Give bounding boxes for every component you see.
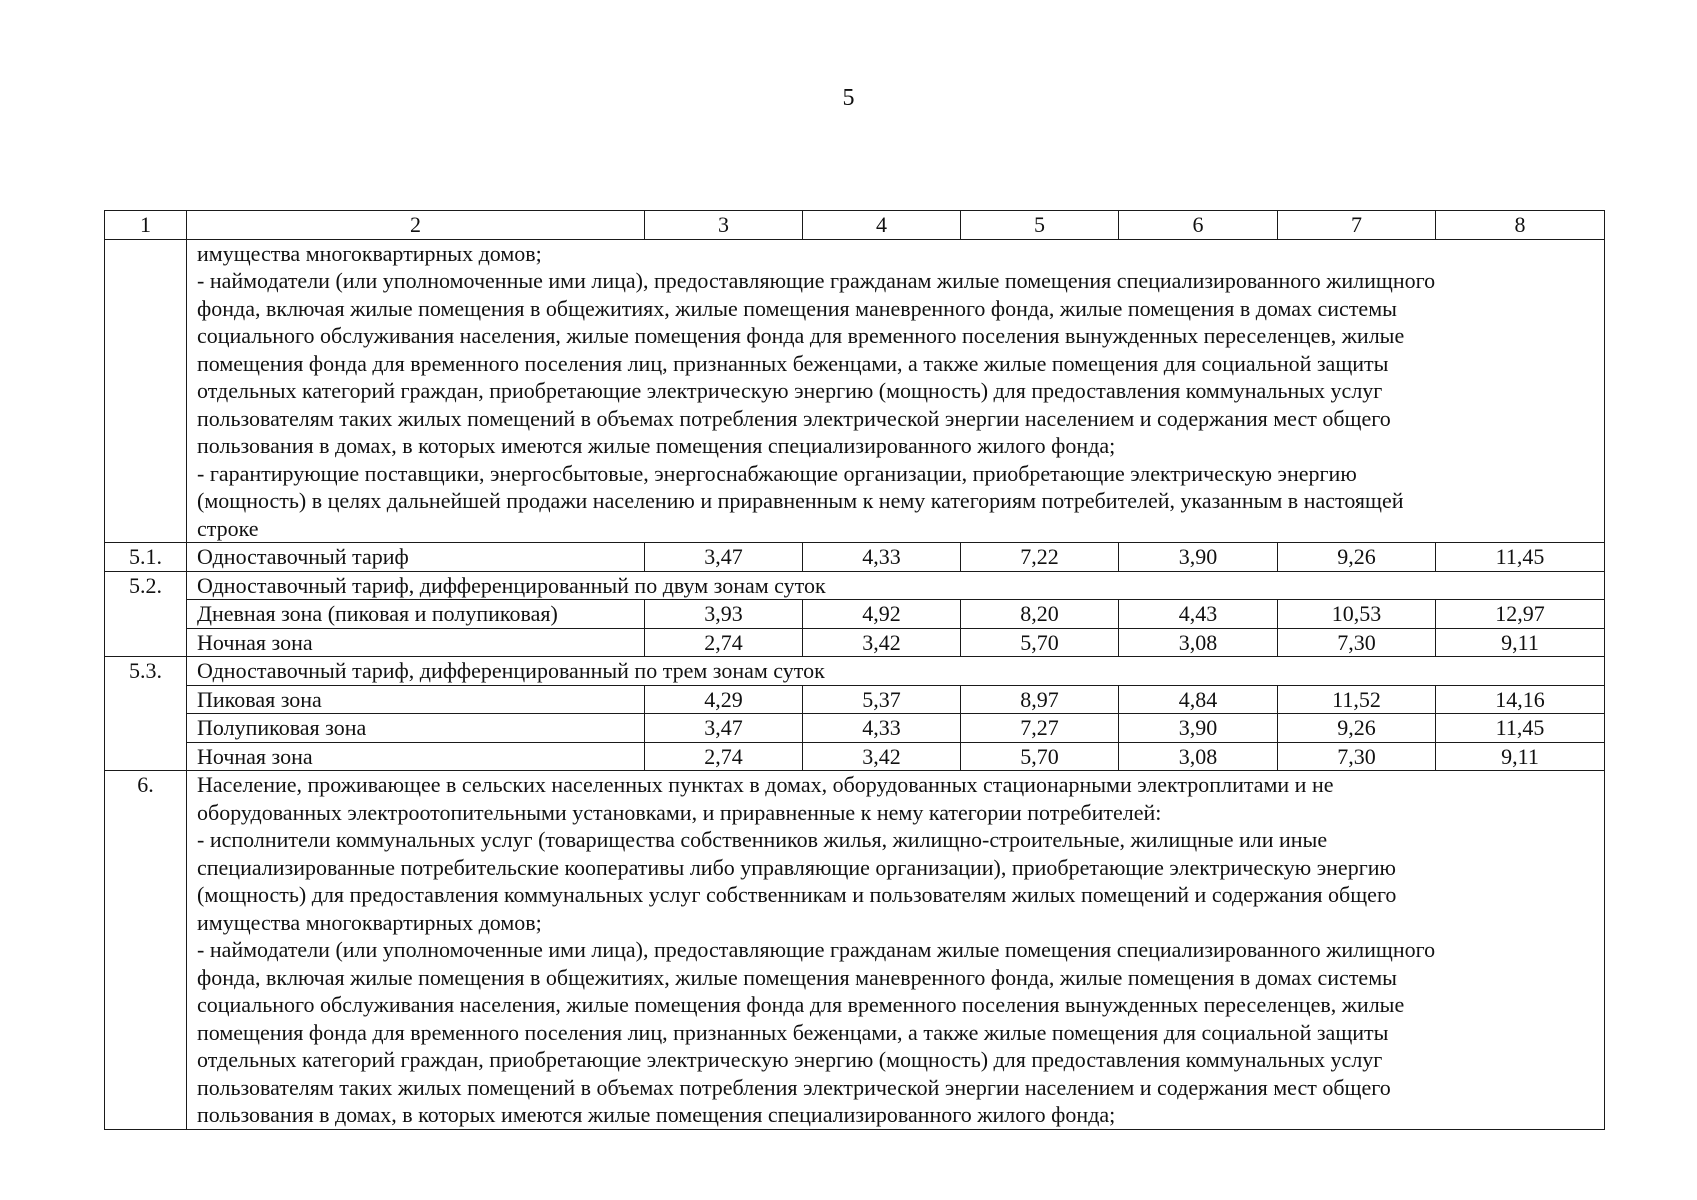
continuation-row [105,239,1605,543]
tariff-value: 4,29 [645,685,803,714]
tariff-row-5-2-night [105,628,1605,657]
column-number: 5 [961,211,1119,240]
text-line: помещения фонда для временного поселения лиц, признанных беженцами, а также жилые помещения для социальной защиты [197,350,1389,376]
text-line: пользователям таких жилых помещений в объемах потребления электрической энергии населением и содержания мест общего [197,1074,1391,1100]
continuation-number-cell [105,239,187,543]
text-line: - наймодатели (или уполномоченные ими лица), предоставляющие гражданам жилые помещения специализированного жилищного [197,268,1436,293]
tariff-value: 3,08 [1119,628,1278,657]
text-line: - гарантирующие поставщики, энергосбытовые, энергоснабжающие организации, приобретающие электрическую энергию [197,460,1357,486]
tariff-value: 7,22 [961,543,1119,572]
column-number: 3 [645,211,803,240]
row-number: 5.2. [105,571,187,657]
zone-label: Пиковая зона [187,685,645,714]
tariff-value: 5,70 [961,742,1119,771]
column-number: 8 [1436,211,1605,240]
tariff-row-5-1 [105,543,1605,572]
tariff-value: 3,47 [645,714,803,743]
text-line: пользования в домах, в которых имеются жилые помещения специализированного жилого фонда; [197,433,1116,458]
tariff-value: 4,92 [803,600,961,629]
section-6-text [187,771,1605,1130]
column-number: 2 [187,211,645,240]
text-line: социального обслуживания населения, жилые помещения фонда для временного поселения вынужденных переселенцев, жилые [197,992,1405,1017]
tariff-row-5-2 [105,571,1605,600]
tariff-value: 7,30 [1278,628,1436,657]
text-line: пользователям таких жилых помещений в объемах потребления электрической энергии населением и содержания мест общего [197,405,1391,431]
tariff-table [104,210,1605,1130]
column-number-row [105,211,1605,240]
tariff-value: 9,26 [1278,714,1436,743]
tariff-value: 11,45 [1436,714,1605,743]
text-line: - исполнители коммунальных услуг (товарищества собственников жилья, жилищно-строительные, жилищные или иные [197,827,1328,852]
text-line: имущества многоквартирных домов; [197,909,542,935]
tariff-row-5-2-day [105,600,1605,629]
tariff-value: 5,70 [961,628,1119,657]
tariff-row-5-3 [105,657,1605,686]
column-number: 4 [803,211,961,240]
column-number: 7 [1278,211,1436,240]
row-number: 5.3. [105,657,187,771]
tariff-row-5-3-peak [105,685,1605,714]
tariff-value: 3,47 [645,543,803,572]
tariff-value: 9,26 [1278,543,1436,572]
section-6-row [105,771,1605,1130]
text-line: фонда, включая жилые помещения в общежитиях, жилые помещения маневренного фонда, жилые помещения в домах системы [197,964,1397,990]
tariff-value: 4,33 [803,543,961,572]
tariff-value: 3,90 [1119,543,1278,572]
text-line: специализированные потребительские кооперативы либо управляющие организации), приобретающие электрическую энергию [197,854,1396,880]
tariff-value: 4,43 [1119,600,1278,629]
row-label: Одноставочный тариф, дифференцированный по двум зонам суток [187,571,1605,600]
tariff-value: 11,52 [1278,685,1436,714]
tariff-value: 9,11 [1436,742,1605,771]
tariff-value: 9,11 [1436,628,1605,657]
tariff-value: 5,37 [803,685,961,714]
text-line: оборудованных электроотопительными установками, и приравненные к нему категории потребителей: [197,799,1162,825]
text-line: строке [197,515,259,541]
tariff-row-5-3-semipeak [105,714,1605,743]
tariff-value: 3,42 [803,742,961,771]
tariff-value: 3,93 [645,600,803,629]
tariff-value: 8,97 [961,685,1119,714]
tariff-value: 4,33 [803,714,961,743]
text-line: отдельных категорий граждан, приобретающие электрическую энергию (мощность) для предоставления коммунальных услуг [197,1047,1383,1072]
tariff-value: 3,08 [1119,742,1278,771]
column-number: 1 [105,211,187,240]
row-number: 6. [105,771,187,1130]
tariff-value: 3,42 [803,628,961,657]
row-number: 5.1. [105,543,187,572]
row-label: Одноставочный тариф, дифференцированный по трем зонам суток [187,657,1605,686]
tariff-value: 7,27 [961,714,1119,743]
zone-label: Ночная зона [187,742,645,771]
tariff-value: 8,20 [961,600,1119,629]
text-line: социального обслуживания населения, жилые помещения фонда для временного поселения вынужденных переселенцев, жилые [197,323,1405,348]
text-line: пользования в домах, в которых имеются жилые помещения специализированного жилого фонда; [197,1102,1116,1127]
column-number: 6 [1119,211,1278,240]
tariff-value: 2,74 [645,628,803,657]
tariff-value: 12,97 [1436,600,1605,629]
tariff-value: 3,90 [1119,714,1278,743]
tariff-value: 2,74 [645,742,803,771]
text-line: фонда, включая жилые помещения в общежитиях, жилые помещения маневренного фонда, жилые помещения в домах системы [197,295,1397,321]
text-line: (мощность) в целях дальнейшей продажи населению и приравненным к нему категориям потребителей, указанным в настоящей [197,488,1404,513]
tariff-value: 10,53 [1278,600,1436,629]
text-line: помещения фонда для временного поселения лиц, признанных беженцами, а также жилые помещения для социальной защиты [197,1019,1389,1045]
tariff-value: 7,30 [1278,742,1436,771]
text-line: Население, проживающее в сельских населенных пунктах в домах, оборудованных стационарными электроплитами и не [197,772,1334,797]
text-line: имущества многоквартирных домов; [197,240,542,266]
text-line: (мощность) для предоставления коммунальных услуг собственникам и пользователям жилых помещений и содержания общего [197,882,1397,907]
text-line: - наймодатели (или уполномоченные ими лица), предоставляющие гражданам жилые помещения специализированного жилищного [197,937,1436,962]
tariff-value: 4,84 [1119,685,1278,714]
page-number: 5 [842,85,855,111]
zone-label: Дневная зона (пиковая и полупиковая) [187,600,645,629]
zone-label: Ночная зона [187,628,645,657]
tariff-value: 11,45 [1436,543,1605,572]
tariff-value: 14,16 [1436,685,1605,714]
text-line: отдельных категорий граждан, приобретающие электрическую энергию (мощность) для предоставления коммунальных услуг [197,378,1383,403]
row-label: Одноставочный тариф [187,543,645,572]
continuation-text [187,239,1605,543]
zone-label: Полупиковая зона [187,714,645,743]
tariff-row-5-3-night [105,742,1605,771]
